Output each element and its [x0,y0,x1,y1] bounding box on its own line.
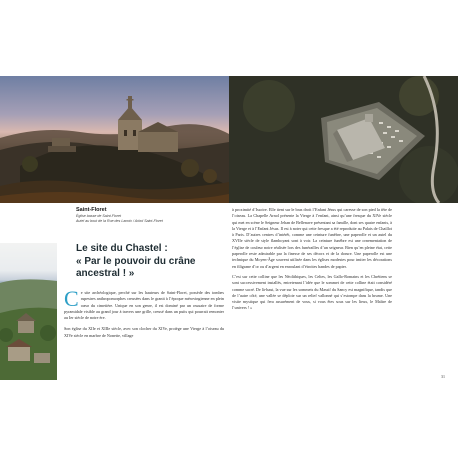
body-paragraph [64,326,224,339]
aerial-photo [229,76,458,203]
heading-line: ancestral ! » [76,268,135,279]
church-illustration [0,76,229,203]
paragraph-text: à proximité d’Issoire. Elle tient sur le bras droit l’Enfant Jésus qui caresse de son pied la tête de l’oiseau. La Chapelle Arnol présente la Vierge à l’enfant, ainsi qu’une fresque du XIVe siècle qui met en scène le Seigneur Jehan de Bellenave présentant sa famille, dont ses quatre enfants, à la Vierge et à l’Enfant Jésus. Il est à noter qui cette fresque a été reproduite au Palais de Chaillot à Paris. D’autres centres d’intérêt, comme une ceinture funèbre, une paperolle et un autel du XVIIe siècle de style flamboyant sont à voir. La ceinture funèbre est une ornementation de l’église de couleur noire réalisée lors des funérailles d’un seigneur. Bien qu’en pleine état, cette paperolle reste admirable par la finesse de ses décors et de la dorure. Une paperolle est une technique du Moyen-Âge souvent utilisée dans les églises modestes pour imiter les décorations en filigrane d’or ou d’argent en enroulant d’étroites bandes de papier. [232,207,392,269]
body-paragraph [64,286,224,321]
drop-cap: C [64,286,79,311]
heading-line: « Par le pouvoir du crâne [76,255,196,267]
page-number: 31 [441,374,445,379]
aerial-illustration [229,76,458,203]
paragraph-text: Son église du XIIe et XIIIe siècle, avec son clocher du XIVe, protège une Vierge à l’oiseau du XIVe siècle en marbre de Nonette, village [64,326,224,338]
body-paragraph [232,274,392,312]
body-column-right [232,207,392,312]
heading-line: Le site du Chastel : [76,243,168,254]
photo-caption [76,207,216,223]
village-photo [0,243,57,380]
paragraph-text: e site archéologique, perché sur les hauteurs de Saint-Floret, possède des tombes rupestres anthropomorphes creusées dans le granit à l’époque mérovingienne en plein cœur du cimetière. Unique en son genre, il est dominé par un ossuaire de forme pyramidale visible au grand jour à travers une grille, creusé dans un puits qui pourrait remonter au Ier siècle de notre ère. [64,290,224,321]
caption-title: Saint-Floret [76,207,107,213]
paragraph-text: C’est sur cette colline que les Néolithiques, les Celtes, les Gallo-Romains et les Chrétiens se sont successivement installés, entretenant l’idée que le sommet de cette colline était considéré comme sacré. De là-haut, la vue sur les sommets du Massif du Sancy est magnifique, tandis que de l’autre côté, une vallée se déploie sur un relief vallonné qui s’estompe dans la brume. Une visite mystique qui fera assurément de vous, si vous êtes sous sur les lieux, le Maître de l’univers ! » [232,273,392,311]
caption-line: Église basse de Saint-Floret [76,214,121,218]
village-illustration [0,243,57,380]
section-heading [76,243,224,281]
church-photo [0,76,229,203]
body-column-left [64,286,224,339]
body-paragraph [232,207,392,270]
caption-line: Autel au bout de la Rue des Lanoix / Arbol Saint-Floret [76,218,163,223]
